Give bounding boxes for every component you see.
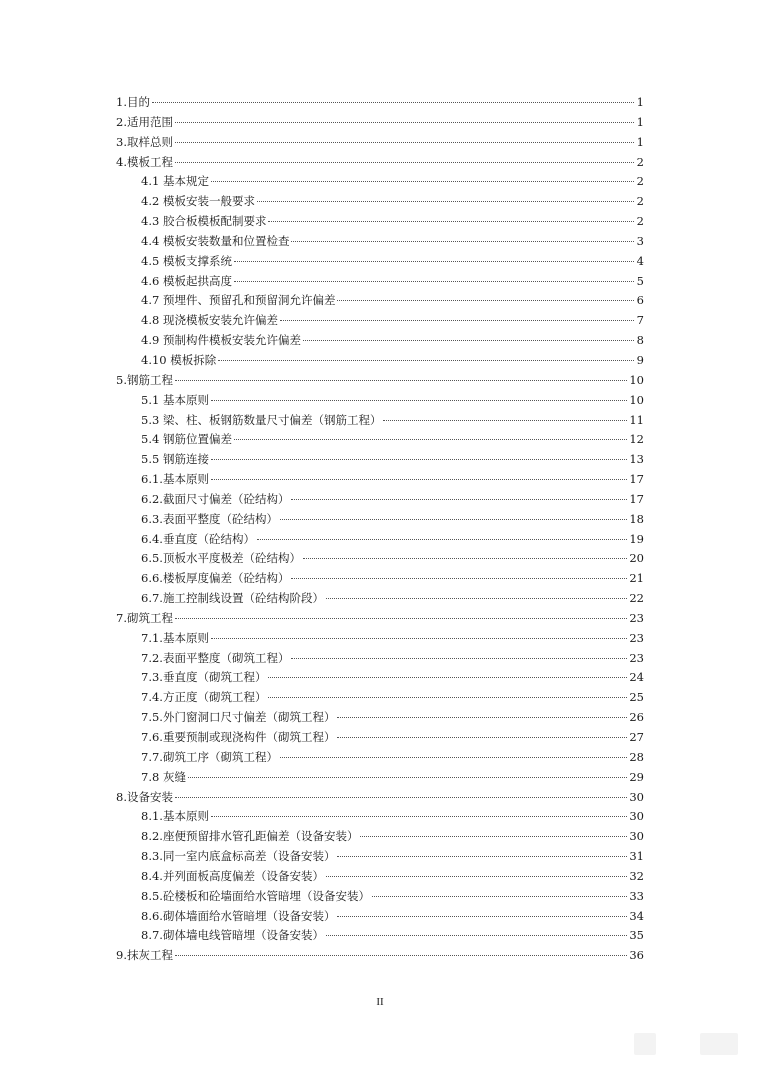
toc-entry[interactable] [116,252,644,272]
toc-entry-page: 2 [636,214,644,229]
toc-entry-page: 20 [629,551,644,566]
toc-entry[interactable] [116,609,644,629]
toc-entry-title: 7.8 灰缝 [141,769,186,784]
toc-entry-page: 10 [629,392,644,407]
toc-dot-leader [326,935,627,936]
toc-entry-page: 18 [629,511,644,526]
toc-entry-title: 8.6.砌体墙面给水管暗埋（设备安装） [141,908,336,923]
toc-entry-title: 4.模板工程 [116,154,173,169]
toc-entry-title: 8.1.基本原则 [141,809,209,824]
toc-dot-leader [303,558,627,559]
toc-entry-title: 7.砌筑工程 [116,610,173,625]
toc-entry-title: 7.2.表面平整度（砌筑工程） [141,650,290,665]
toc-entry-page: 35 [629,928,644,943]
toc-entry-page: 4 [636,253,644,268]
toc-dot-leader [175,955,627,956]
toc-dot-leader [234,281,634,282]
toc-dot-leader [337,717,627,718]
toc-entry-page: 36 [629,948,644,963]
toc-entry-page: 26 [629,710,644,725]
toc-entry-title: 7.5.外门窗洞口尺寸偏差（砌筑工程） [141,710,336,725]
toc-dot-leader [303,340,634,341]
toc-entry-title: 4.5 模板支撑系统 [141,253,232,268]
toc-entry-page: 11 [629,412,644,427]
toc-dot-leader [188,777,627,778]
toc-dot-leader [291,578,627,579]
toc-dot-leader [268,697,627,698]
toc-entry[interactable] [116,748,644,768]
toc-entry[interactable] [116,153,644,173]
toc-entry[interactable] [116,847,644,867]
toc-entry-title: 8.3.同一室内底盒标高差（设备安装） [141,849,336,864]
toc-entry-page: 6 [636,293,644,308]
toc-dot-leader [268,677,627,678]
toc-entry-page: 3 [636,233,644,248]
toc-entry[interactable] [116,510,644,530]
toc-entry-title: 8.5.砼楼板和砼墙面给水管暗埋（设备安装） [141,888,370,903]
toc-dot-leader [326,876,627,877]
toc-dot-leader [218,360,634,361]
toc-entry[interactable] [116,768,644,788]
toc-entry[interactable] [116,807,644,827]
toc-entry[interactable] [116,569,644,589]
toc-entry[interactable] [116,549,644,569]
toc-entry-title: 8.设备安装 [116,789,173,804]
toc-entry-title: 7.1.基本原则 [141,630,209,645]
toc-entry-page: 17 [629,491,644,506]
toc-dot-leader [268,221,634,222]
toc-entry[interactable] [116,192,644,212]
toc-entry-title: 5.3 梁、柱、板钢筋数量尺寸偏差（钢筋工程） [141,412,382,427]
toc-dot-leader [280,757,627,758]
toc-dot-leader [211,816,627,817]
toc-dot-leader [337,737,627,738]
toc-entry[interactable] [116,430,644,450]
toc-entry[interactable] [116,232,644,252]
toc-dot-leader [326,598,627,599]
toc-entry-page: 22 [629,591,644,606]
toc-entry[interactable] [116,688,644,708]
toc-entry-title: 1.目的 [116,95,150,109]
toc-entry[interactable] [116,887,644,907]
toc-entry-page: 7 [636,313,644,328]
toc-entry-page: 13 [629,452,644,467]
toc-entry-title: 4.8 现浇模板安装允许偏差 [141,313,278,328]
toc-entry-title: 6.3.表面平整度（砼结构） [141,511,278,526]
toc-entry[interactable] [116,867,644,887]
toc-entry[interactable] [116,291,644,311]
toc-entry-page: 29 [629,769,644,784]
toc-entry[interactable] [116,371,644,391]
toc-dot-leader [337,856,627,857]
toc-entry-title: 4.2 模板安装一般要求 [141,194,255,209]
toc-entry-title: 3.取样总则 [116,134,173,149]
toc-entry-page: 19 [629,531,644,546]
toc-dot-leader [211,479,627,480]
toc-entry-page: 25 [629,690,644,705]
toc-entry-page: 27 [629,730,644,744]
toc-dot-leader [383,420,627,421]
toc-entry-page: 30 [629,829,644,844]
toc-entry-title: 6.2.截面尺寸偏差（砼结构） [141,491,290,506]
toc-dot-leader [175,162,634,163]
toc-dot-leader [257,201,634,202]
toc-entry-title: 4.4 模板安装数量和位置检查 [141,233,290,248]
toc-entry-page: 1 [636,134,644,149]
toc-entry-page: 2 [636,174,644,189]
toc-entry[interactable] [116,589,644,609]
toc-entry[interactable] [116,530,644,550]
toc-entry[interactable] [116,668,644,688]
toc-entry[interactable] [116,133,644,153]
toc-dot-leader [152,102,634,103]
toc-entry-title: 2.适用范围 [116,114,173,129]
toc-dot-leader [211,181,634,182]
toc-dot-leader [291,658,627,659]
toc-entry[interactable] [116,708,644,728]
toc-entry-page: 23 [629,610,644,625]
toc-dot-leader [175,618,627,619]
toc-dot-leader [291,499,627,500]
toc-dot-leader [211,459,627,460]
toc-entry[interactable] [116,331,644,351]
toc-entry-page: 24 [629,670,644,685]
toc-dot-leader [234,261,634,262]
toc-entry-title: 6.7.施工控制线设置（砼结构阶段） [141,591,324,606]
toc-entry-page: 2 [636,194,644,209]
toc-entry[interactable] [116,470,644,490]
toc-entry-title: 5.4 钢筋位置偏差 [141,432,232,447]
toc-entry[interactable] [116,391,644,411]
toc-entry-page: 23 [629,650,644,665]
toc-entry[interactable] [116,113,644,133]
toc-entry-title: 5.1 基本原则 [141,392,209,407]
toc-entry-page: 1 [636,95,644,109]
toc-entry[interactable] [116,907,644,927]
toc-entry-title: 6.4.垂直度（砼结构） [141,531,255,546]
toc-entry[interactable] [116,172,644,192]
toc-entry[interactable] [116,450,644,470]
toc-entry-page: 28 [629,749,644,764]
toc-entry[interactable] [116,93,644,113]
toc-entry-page: 10 [629,372,644,387]
toc-dot-leader [211,400,627,401]
toc-entry[interactable] [116,629,644,649]
toc-entry-title: 4.3 胶合板模板配制要求 [141,214,267,229]
toc-dot-leader [337,916,627,917]
toc-dot-leader [175,122,634,123]
toc-entry[interactable] [116,926,644,946]
toc-entry[interactable] [116,946,644,966]
page-number: II [376,996,384,1008]
toc-entry-page: 17 [629,472,644,487]
toc-entry[interactable] [116,351,644,371]
toc-entry[interactable] [116,490,644,510]
toc-entry-title: 4.6 模板起拱高度 [141,273,232,288]
toc-entry-title: 7.4.方正度（砌筑工程） [141,690,267,705]
toc-entry-title: 7.3.垂直度（砌筑工程） [141,670,267,685]
toc-entry-page: 34 [629,908,644,923]
toc-entry-page: 5 [636,273,644,288]
toc-entry-page: 33 [629,888,644,903]
toc-entry-page: 31 [629,849,644,864]
toc-dot-leader [257,539,627,540]
toc-entry-page: 23 [629,630,644,645]
toc-entry-title: 5.5 钢筋连接 [141,452,209,467]
toc-entry-page: 9 [636,352,644,367]
toc-dot-leader [175,380,627,381]
toc-entry-title: 4.7 预埋件、预留孔和预留洞允许偏差 [141,293,336,308]
toc-dot-leader [360,836,627,837]
toc-dot-leader [175,142,634,143]
toc-entry-title: 4.1 基本规定 [141,174,209,189]
toc-entry-page: 12 [629,432,644,447]
toc-entry-page: 30 [629,789,644,804]
toc-entry-title: 8.4.并列面板高度偏差（设备安装） [141,868,324,883]
toc-dot-leader [337,300,634,301]
toc-entry-page: 32 [629,868,644,883]
toc-dot-leader [211,638,627,639]
toc-entry-title: 7.6.重要预制或现浇构件（砌筑工程） [141,730,336,744]
toc-dot-leader [372,896,627,897]
toc-dot-leader [175,797,627,798]
toc-entry-page: 1 [636,114,644,129]
toc-entry[interactable] [116,788,644,808]
toc-entry-title: 8.7.砌体墙电线管暗埋（设备安装） [141,928,324,943]
toc-dot-leader [280,519,627,520]
toc-entry[interactable] [116,649,644,669]
toc-dot-leader [280,320,634,321]
toc-entry[interactable] [116,272,644,292]
table-of-contents [116,93,644,966]
toc-entry-title: 5.钢筋工程 [116,372,173,387]
toc-entry[interactable] [116,827,644,847]
watermark-mark [634,1033,656,1055]
toc-entry-title: 4.10 模板拆除 [141,352,217,367]
toc-entry-title: 6.5.顶板水平度极差（砼结构） [141,551,301,566]
toc-entry[interactable] [116,311,644,331]
toc-entry-page: 30 [629,809,644,824]
toc-entry-title: 4.9 预制构件模板安装允许偏差 [141,333,301,348]
toc-entry[interactable] [116,411,644,431]
toc-entry[interactable] [116,728,644,748]
toc-entry-title: 7.7.砌筑工序（砌筑工程） [141,749,278,764]
toc-entry-title: 9.抹灰工程 [116,948,173,963]
toc-entry-title: 6.1.基本原则 [141,472,209,487]
watermark-mark [700,1033,738,1055]
toc-entry[interactable] [116,212,644,232]
toc-entry-title: 8.2.座便预留排水管孔距偏差（设备安装） [141,829,359,844]
toc-entry-page: 21 [629,571,644,586]
toc-entry-page: 2 [636,154,644,169]
toc-dot-leader [291,241,634,242]
toc-entry-page: 8 [636,333,644,348]
toc-entry-title: 6.6.楼板厚度偏差（砼结构） [141,571,290,586]
toc-dot-leader [234,439,627,440]
